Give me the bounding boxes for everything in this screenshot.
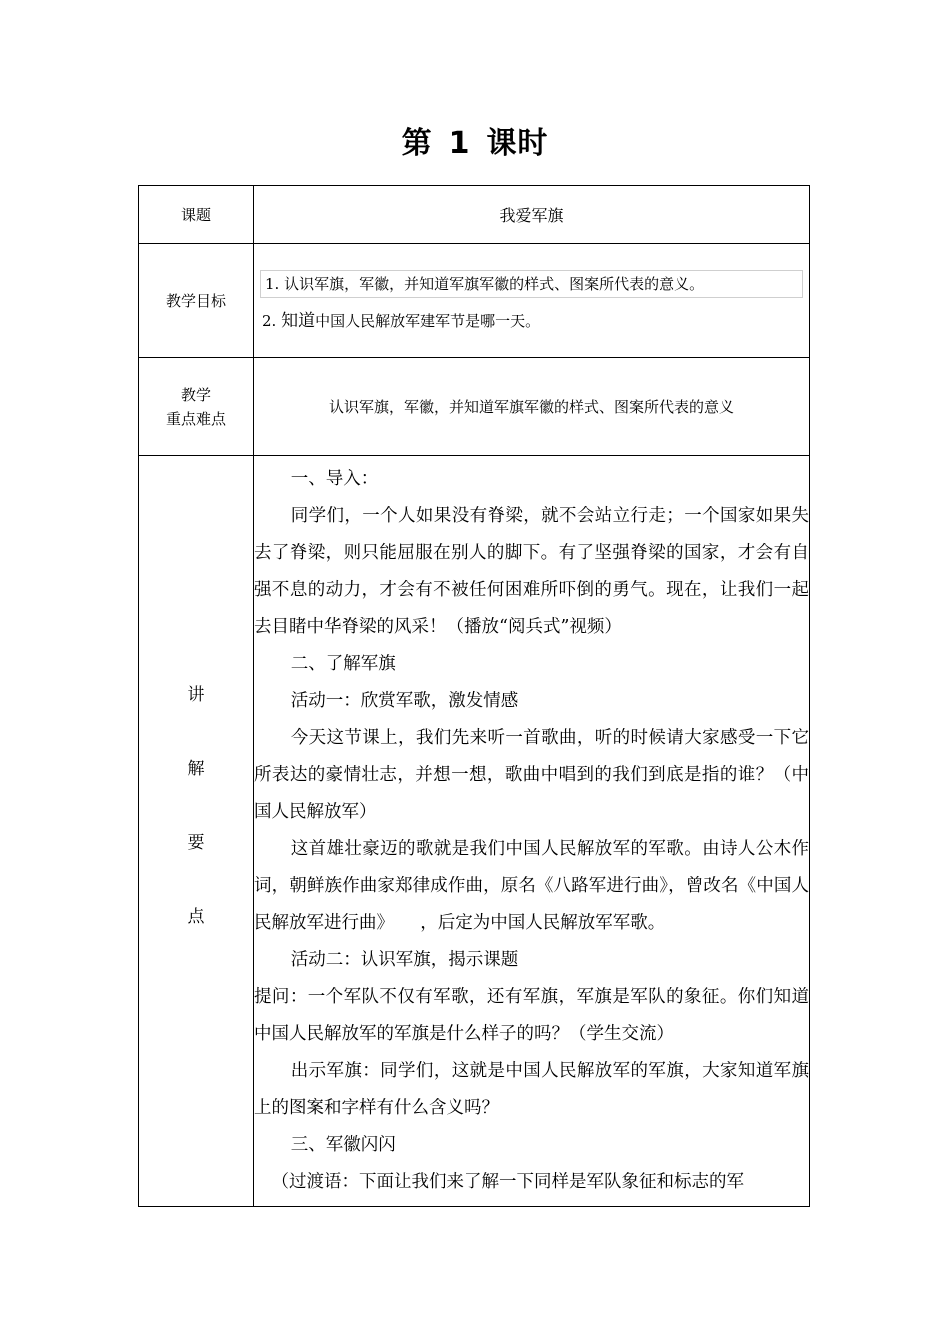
goal2-lead: 知道 [281, 310, 316, 331]
key-label-line1: 教学 [180, 385, 211, 404]
goals-label: 教学目标 [139, 244, 254, 358]
goal-item-1 [260, 270, 803, 298]
section-heading: 二、了解军旗 [290, 654, 396, 674]
goal2-text: 中国人民解放军建军节是哪一天。 [315, 311, 541, 330]
title-part2: 课时 [486, 126, 549, 161]
goal1-text: 认识军旗，军徽，并知道军旗军徽的样式、图案所代表的意义。 [284, 274, 705, 293]
paragraph: 出示军旗：同学们，这就是中国人民解放军的军旗，大家知道军旗上的图案和字样有什么含义吗？ [254, 1061, 809, 1118]
activity-heading: 活动二：认识军旗，揭示课题 [290, 950, 519, 970]
topic-label: 课题 [139, 186, 254, 244]
title-part1: 第 [401, 126, 433, 161]
label-char: 要 [187, 833, 205, 853]
goals-row [139, 244, 810, 358]
title-num: 1 [448, 126, 471, 161]
goal-item-2 [260, 310, 809, 332]
label-char: 解 [187, 759, 205, 779]
paragraph: 同学们，一个人如果没有脊梁，就不会站立行走；一个国家如果失去了脊梁，则只能屈服在别人的脚下。有了坚强脊梁的国家，才会有自强不息的动力，才会有不被任何困难所吓倒的勇气。现在，让我们一起去目睹中华脊梁的风采！（播放“阅兵式”视频） [254, 506, 809, 637]
explanation-row [139, 456, 810, 1207]
section-heading: 一、导入： [290, 469, 379, 489]
lesson-plan-table [138, 185, 810, 1207]
topic-value: 我爱军旗 [254, 186, 810, 244]
goals-cell [254, 244, 810, 358]
goal1-number: 1. [265, 274, 280, 293]
explanation-label [139, 456, 254, 1207]
label-char: 讲 [187, 685, 205, 705]
section-heading: 三、军徽闪闪 [290, 1135, 396, 1155]
paragraph: 今天这节课上，我们先来听一首歌曲，听的时候请大家感受一下它所表达的豪情壮志，并想一想，歌曲中唱到的我们到底是指的谁？（中国人民解放军） [254, 728, 809, 822]
page-title [0, 118, 950, 162]
key-label-line2: 重点难点 [165, 409, 226, 428]
topic-row [139, 186, 810, 244]
key-points-row [139, 358, 810, 456]
key-points-label [139, 358, 254, 456]
paragraph: 这首雄壮豪迈的歌就是我们中国人民解放军的军歌。由诗人公木作词，朝鲜族作曲家郑律成作曲，原名《八路军进行曲》，曾改名《中国人民解放军进行曲》 ，后定为中国人民解放军军歌。 [254, 839, 809, 933]
activity-heading: 活动一：欣赏军歌，激发情感 [290, 691, 519, 711]
explanation-content [254, 456, 810, 1207]
key-points-value: 认识军旗，军徽，并知道军旗军徽的样式、图案所代表的意义 [254, 358, 810, 456]
goal2-number: 2. [262, 311, 277, 330]
paragraph: （过渡语：下面让我们来了解一下同样是军队象征和标志的军 [271, 1172, 744, 1192]
label-char: 点 [187, 907, 205, 927]
paragraph: 提问：一个军队不仅有军歌，还有军旗，军旗是军队的象征。你们知道中国人民解放军的军旗是什么样子的吗？（学生交流） [254, 987, 809, 1044]
